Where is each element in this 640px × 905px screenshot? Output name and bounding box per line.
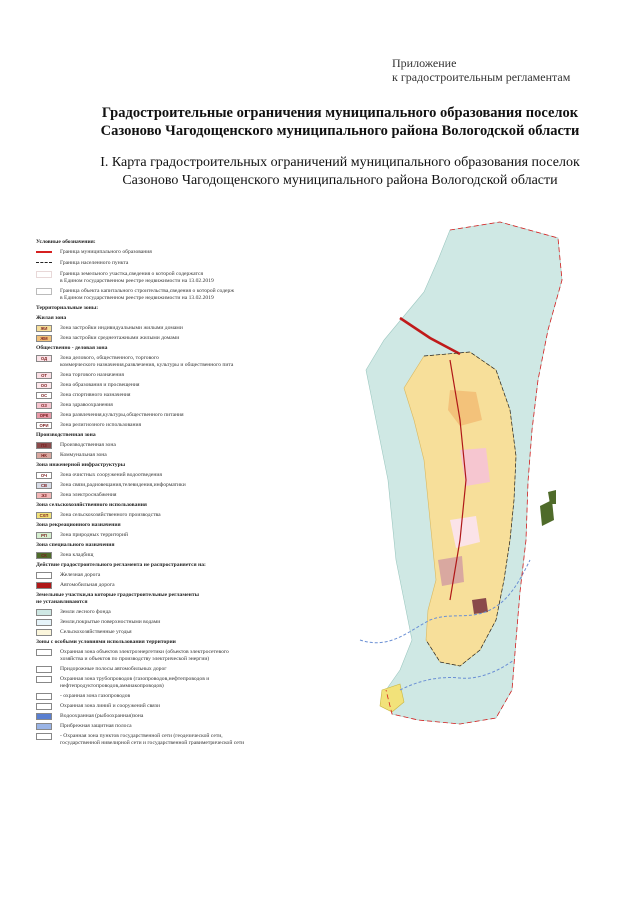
legend-group-title: не устанавливаются — [36, 599, 88, 605]
legend-group-title: Зона специального назначения — [36, 542, 115, 548]
parcel-outline-icon — [36, 271, 52, 278]
zone-swatch-icon: ОС — [36, 392, 52, 399]
legend-item-text: Водоохранная (рыбоохранная)зона — [60, 713, 144, 719]
legend-item-text: Зона очистных сооружений водоотведения — [60, 472, 162, 478]
zone-swatch-icon: ОРИ — [36, 422, 52, 429]
red-line-icon — [36, 251, 52, 257]
zone-swatch-icon: ОТ — [36, 372, 52, 379]
dashed-line-icon — [36, 262, 52, 268]
industrial-zone — [438, 556, 464, 586]
legend-group-title: Зоны с особыми условиями использования территории — [36, 639, 176, 645]
legend-item-text: Железная дорога — [60, 572, 101, 578]
zone-swatch-icon: ОЗ — [36, 402, 52, 409]
zoning-map — [300, 220, 630, 740]
legend-item-text: Охранная зона трубопроводов (газопроводов,нефтепроводов и нефтепродуктопроводов,аммиакопроводов) — [60, 676, 210, 689]
legend-item-text: Земли лесного фонда — [60, 609, 111, 615]
zone-swatch-icon — [36, 629, 52, 636]
legend-item-text: Граница муниципального образования — [60, 249, 152, 255]
legend-item-text: Охранная зона объектов электроэнергетики (объектов электросетевого хозяйства и объектов по производству электрической энергии) — [60, 649, 229, 662]
legend-item-text: Придорожные полосы автомобильных дорог — [60, 666, 167, 672]
legend-item-text: Охранная зона линий и сооружений связи — [60, 703, 160, 709]
annex-line-1: Приложение — [392, 56, 457, 70]
legend-group-title: Действие градостроительного регламента не распространяется на: — [36, 562, 206, 568]
legend-item-text: Зона застройки индивидуальными жилыми домами — [60, 325, 183, 331]
zone-swatch-icon: СВ — [36, 482, 52, 489]
legend-group-title: Зона инженерной инфраструктуры — [36, 462, 126, 468]
title-line-2: Сазоново Чагодощенского муниципального района Вологодской области — [100, 123, 580, 139]
zone-swatch-icon: ЭЗ — [36, 492, 52, 499]
legend-territorial-heading: Территориальные зоны: — [36, 305, 99, 311]
document-title — [40, 104, 640, 140]
legend-item-text: Зона электроснабжения — [60, 492, 117, 498]
zone-swatch-icon: СК — [36, 552, 52, 559]
legend-group-title: Зона рекреационного назначения — [36, 522, 121, 528]
zone-swatch-icon — [36, 676, 52, 683]
zone-swatch-icon — [36, 733, 52, 740]
legend-group-title: Производственная зона — [36, 432, 96, 438]
legend-item-text: Зона торгового назначения — [60, 372, 124, 378]
legend-item-text: Зона развлечения,культуры,общественного питания — [60, 412, 184, 418]
map-title-line-2: Сазоново Чагодощенского муниципального района Вологодской области — [122, 173, 558, 188]
map-title — [40, 154, 640, 190]
zone-swatch-icon: ПЗ — [36, 442, 52, 449]
zone-swatch-icon — [36, 666, 52, 673]
zone-swatch-icon: СХП — [36, 512, 52, 519]
legend-item-text: Производственная зона — [60, 442, 116, 448]
legend-item-text: Коммунальная зона — [60, 452, 107, 458]
legend-item-text: Сельскохозяйственные угодья — [60, 629, 132, 635]
legend-group-title: Общественно - деловая зона — [36, 345, 108, 351]
zone-swatch-icon — [36, 723, 52, 730]
legend-group-title: Зона сельскохозяйственного использования — [36, 502, 147, 508]
zone-swatch-icon: ОЧ — [36, 472, 52, 479]
zone-swatch-icon: РП — [36, 532, 52, 539]
zone-swatch-icon: ОО — [36, 382, 52, 389]
legend-item-text: Зона спортивного назначения — [60, 392, 131, 398]
zone-swatch-icon: ОД — [36, 355, 52, 362]
legend-item-text: Зона связи,радиовещания,телевидения,информатики — [60, 482, 186, 488]
legend-item-text: Прибрежная защитная полоса — [60, 723, 132, 729]
zone-swatch-icon — [36, 572, 52, 579]
legend-item-text: Зона здравоохранения — [60, 402, 113, 408]
legend-item-text: Зона застройки среднеэтажными жилыми домами — [60, 335, 180, 341]
zone-swatch-icon: ОРК — [36, 412, 52, 419]
zone-swatch-icon: ЖИ — [36, 325, 52, 332]
legend-item-text: Зона кладбищ — [60, 552, 94, 558]
legend-group-title: Жилая зона — [36, 315, 67, 321]
map-title-line-1: I. Карта градостроительных ограничений муниципального образования поселок — [100, 155, 580, 170]
zone-swatch-icon — [36, 649, 52, 656]
legend-item-text: Граница населенного пункта — [60, 260, 129, 266]
legend-item-text: Граница объекта капитального строительства,сведения о которой содерж в Едином государственном реестре недвижимости на 13.02.2019 — [60, 288, 235, 301]
building-outline-icon — [36, 288, 52, 295]
legend-item-text: Граница земельного участка,сведения о которой содержатся в Едином государственном реестре недвижимости на 13.02.2019 — [60, 271, 214, 284]
legend-heading: Условные обозначения: — [36, 239, 96, 245]
zone-swatch-icon — [36, 609, 52, 616]
legend-item-text: Зона религиозного использования — [60, 422, 142, 428]
zone-swatch-icon — [36, 693, 52, 700]
legend-group-title: Земельные участки,на которые градостроительные регламенты — [36, 592, 199, 598]
zone-swatch-icon: НК — [36, 452, 52, 459]
zone-swatch-icon — [36, 619, 52, 626]
annex-note — [392, 56, 570, 84]
annex-line-2: к градостроительным регламентам — [392, 70, 571, 84]
zone-swatch-icon — [36, 713, 52, 720]
legend-item-text: Зона образования и просвещения — [60, 382, 140, 388]
zone-swatch-icon — [36, 703, 52, 710]
zone-swatch-icon — [36, 582, 52, 589]
legend-item-text: - Охранная зона пунктов государственной сети (геодезической сети, государственной нивелирной сети и государственной гравиметрической сети — [60, 733, 245, 746]
title-line-1: Градостроительные ограничения муниципального образования поселок — [101, 105, 579, 121]
legend-item-text: Зона природных территорий — [60, 532, 128, 538]
zone-swatch-icon: ЖМ — [36, 335, 52, 342]
legend-item-text: Зона сельскохозяйственного производства — [60, 512, 161, 518]
legend-item-text: Земли,покрытые поверхностными водами — [60, 619, 161, 625]
legend-item-text: Зона делового, общественного, торгового коммерческого назначения,развлечения, культуры и общественного пита — [60, 355, 234, 368]
legend-item-text: Автомобильная дорога — [60, 582, 115, 588]
legend-item-text: - охранная зона газопроводов — [60, 693, 131, 699]
